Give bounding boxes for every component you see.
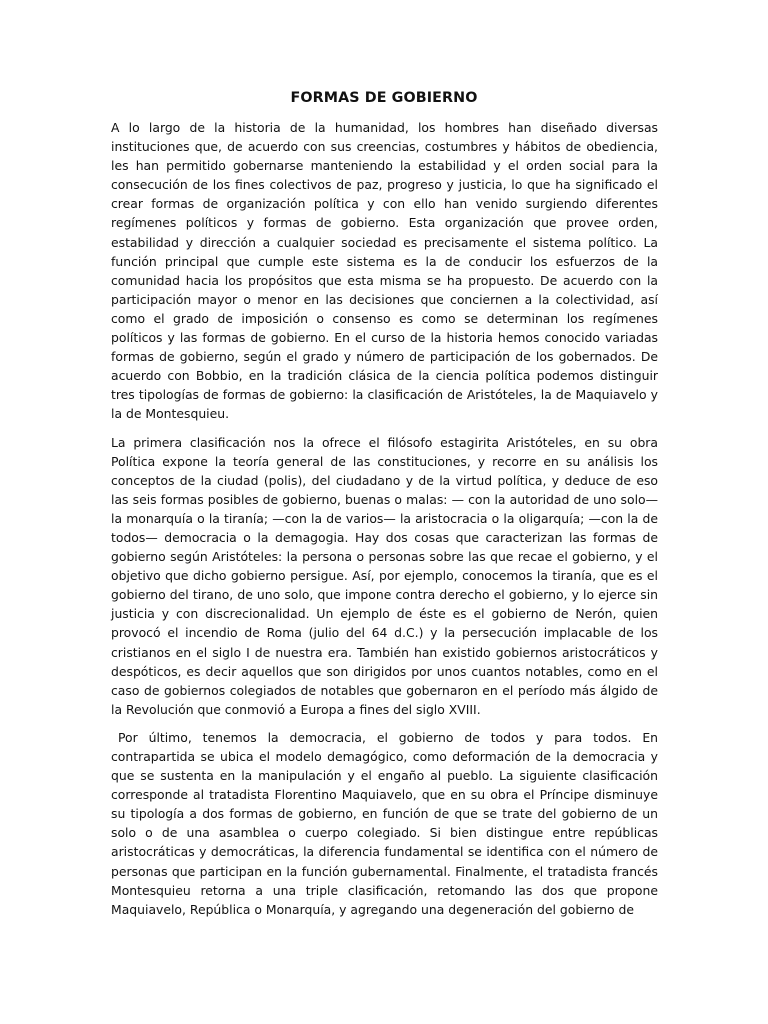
paragraph-democracia-maquiavelo: Por último, tenemos la democracia, el gobierno de todos y para todos. En contrapartida se ubica el modelo demagógico, como deformación de la democracia y que se sustenta en la manipulación y el engaño al pueblo. La siguiente clasificación corresponde al tratadista Florentino Maquiavelo, que en su obra el Príncipe disminuye su tipología a dos formas de gobierno, en función de que se trate del gobierno de un solo o de una asamblea o cuerpo colegiado. Si bien distingue entre repúblicas aristocráticas y democráticas, la diferencia fundamental se identifica con el número de personas que participan en la función gubernamental. Finalmente, el tratadista francés Montesquieu retorna a una triple clasificación, retomando las dos que propone Maquiavelo, República o Monarquía, y agregando una degeneración del gobierno de — [111, 729, 658, 917]
document-title: FORMAS DE GOBIERNO — [290, 90, 478, 106]
paragraph-aristoteles: La primera clasificación nos la ofrece el filósofo estagirita Aristóteles, en su obra Política expone la teoría general de las constituciones, y recorre en su análisis los conceptos de la ciudad (polis), del ciudadano y de la virtud política, y deduce de eso las seis formas posibles de gobierno, buenas o malas: — con la autoridad de uno solo— la monarquía o la tiranía; —con la de varios— la aristocracia o la oligarquía; —con la de todos— democracia o la demagogia. Hay dos cosas que caracterizan las formas de gobierno según Aristóteles: la persona o personas sobre las que recae el gobierno, y el objetivo que dicho gobierno persigue. Así, por ejemplo, conocemos la tiranía, que es el gobierno del tirano, de uno solo, que impone contra derecho el gobierno, y lo ejerce sin justicia y con discrecionalidad. Un ejemplo de éste es el gobierno de Nerón, quien provocó el incendio de Roma (julio del 64 d.C.) y la persecución implacable de los cristianos en el siglo I de nuestra era. También han existido gobiernos aristocráticos y despóticos, es decir aquellos que son dirigidos por unos cuantos notables, como en el caso de gobiernos colegiados de notables que gobernaron en el período más álgido de la Revolución que conmovió a Europa a fines del siglo XVIII. — [111, 434, 658, 717]
paragraph-introduction: A lo largo de la historia de la humanidad, los hombres han diseñado diversas instituciones que, de acuerdo con sus creencias, costumbres y hábitos de obediencia, les han permitido gobernarse manteniendo la estabilidad y el orden social para la consecución de los fines colectivos de paz, progreso y justicia, lo que ha significado el crear formas de organización política y con ello han venido surgiendo diferentes regímenes políticos y formas de gobierno. Esta organización que provee orden, estabilidad y dirección a cualquier sociedad es precisamente el sistema político. La función principal que cumple este sistema es la de conducir los esfuerzos de la comunidad hacia los propósitos que esta misma se ha propuesto. De acuerdo con la participación mayor o menor en las decisiones que conciernen a la colectividad, así como el grado de imposición o consenso es como se determinan los regímenes políticos y las formas de gobierno. En el curso de la historia hemos conocido variadas formas de gobierno, según el grado y número de participación de los gobernados. De acuerdo con Bobbio, en la tradición clásica de la ciencia política podemos distinguir tres tipologías de formas de gobierno: la clasificación de Aristóteles, la de Maquiavelo y la de Montesquieu. — [111, 120, 658, 422]
document-body — [111, 118, 658, 919]
